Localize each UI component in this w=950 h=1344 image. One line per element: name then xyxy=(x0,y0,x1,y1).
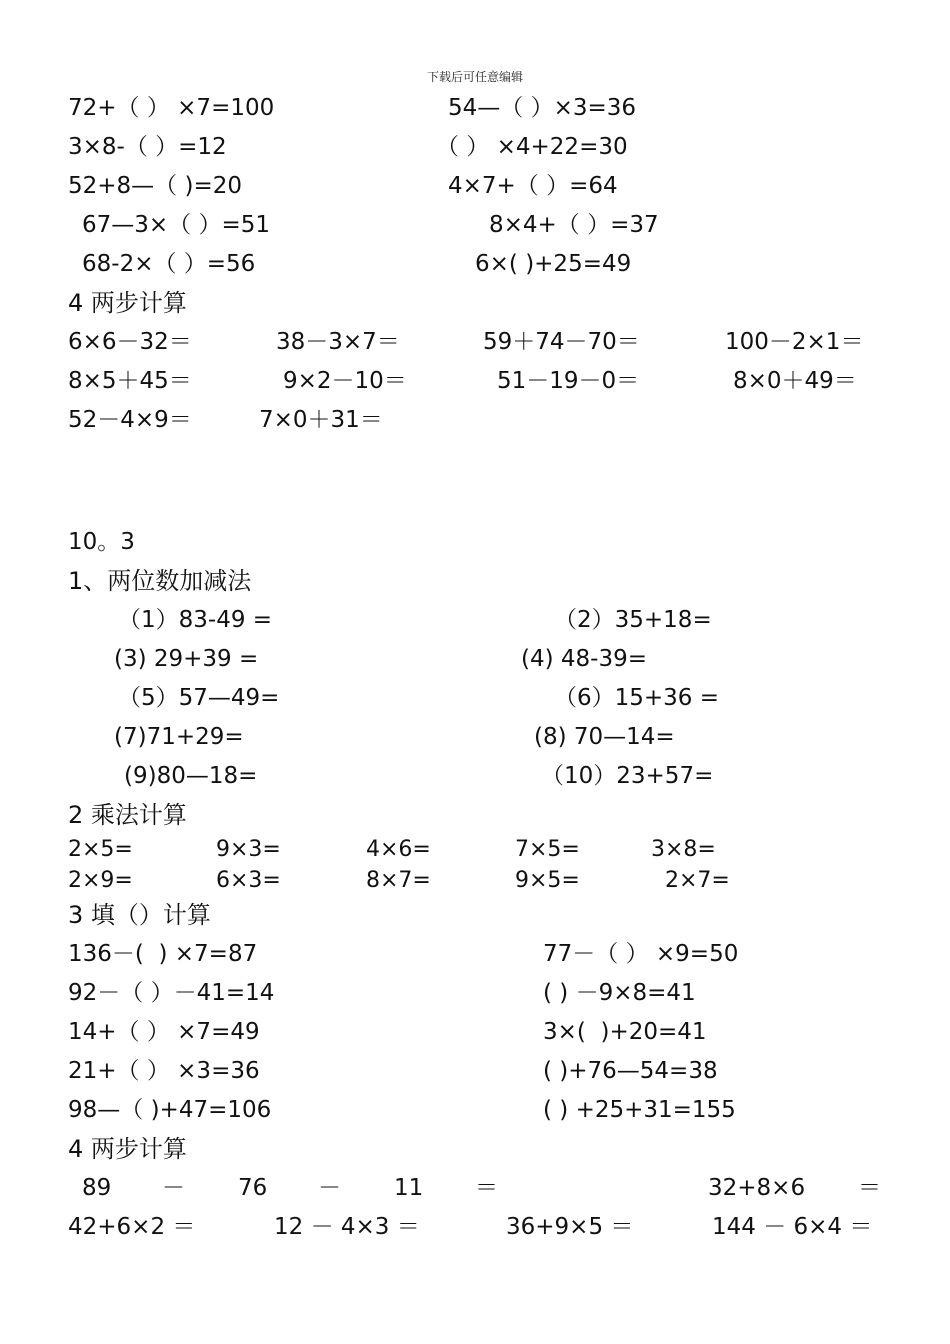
equation: 92－（ ）－41=14 xyxy=(68,980,275,1006)
equation: 7×0＋31＝ xyxy=(259,407,383,433)
equation: （6）15+36 = xyxy=(554,685,720,711)
equation: 7×5= xyxy=(515,837,580,862)
equation: 12 － 4×3 ＝ xyxy=(274,1214,420,1240)
equation-token: － xyxy=(162,1175,185,1201)
equation: 8×5＋45＝ xyxy=(68,368,192,394)
equation: 54—（ ）×3=36 xyxy=(448,95,637,121)
equation: 21+（ ） ×3=36 xyxy=(68,1058,260,1084)
equation: 38－3×7＝ xyxy=(276,329,400,355)
equation: (9)80—18= xyxy=(124,763,258,789)
equation: 36+9×5 ＝ xyxy=(506,1214,634,1240)
equation-token: ＝ xyxy=(475,1175,498,1201)
equation: 51－19－0＝ xyxy=(497,368,640,394)
equation: (8) 70—14= xyxy=(534,724,675,750)
equation: （2）35+18= xyxy=(554,607,712,633)
equation: 144 － 6×4 ＝ xyxy=(712,1214,873,1240)
equation: 52－4×9＝ xyxy=(68,407,192,433)
equation: 4×7+（ ）=64 xyxy=(448,173,618,199)
equation: (7)71+29= xyxy=(114,724,244,750)
equation: 8×7= xyxy=(366,868,431,893)
equation: 52+8—（ )=20 xyxy=(68,173,242,199)
equation-token: 76 xyxy=(238,1175,268,1201)
date-label: 10。3 xyxy=(68,529,135,555)
equation: 59＋74－70＝ xyxy=(483,329,640,355)
equation: 68-2×（ ）=56 xyxy=(82,251,256,277)
equation: 77－（ ） ×9=50 xyxy=(543,941,739,967)
equation: 6×( )+25=49 xyxy=(475,251,632,277)
equation: （1）83-49 = xyxy=(118,607,273,633)
equation-token: － xyxy=(318,1175,341,1201)
equation: 136－( ) ×7=87 xyxy=(68,941,258,967)
equation: 3×8-（ ）=12 xyxy=(68,134,227,160)
section-title: 1、两位数加减法 xyxy=(68,567,252,595)
equation: 2×9= xyxy=(68,868,133,893)
equation: 42+6×2 ＝ xyxy=(68,1214,196,1240)
section-title: 3 填（）计算 xyxy=(68,901,211,929)
section-title: 4 两步计算 xyxy=(68,1135,187,1163)
equation: 3×8= xyxy=(651,837,716,862)
equation: （10）23+57= xyxy=(541,763,714,789)
equation: 98—（ )+47=106 xyxy=(68,1097,272,1123)
equation: 9×3= xyxy=(216,837,281,862)
equation-token: 32+8×6 xyxy=(708,1175,806,1201)
equation: 6×3= xyxy=(216,868,281,893)
equation: 3×( )+20=41 xyxy=(543,1019,707,1045)
section-title: 2 乘法计算 xyxy=(68,801,187,829)
equation: 8×0＋49＝ xyxy=(733,368,857,394)
equation-token: 11 xyxy=(394,1175,424,1201)
equation: 72+（ ） ×7=100 xyxy=(68,95,275,121)
equation: 6×6－32＝ xyxy=(68,329,192,355)
equation: 67—3×（ ）=51 xyxy=(82,212,271,238)
equation: （5）57—49= xyxy=(118,685,280,711)
equation: 2×7= xyxy=(665,868,730,893)
equation: （ ） ×4+22=30 xyxy=(436,134,628,160)
equation: ( )+76—54=38 xyxy=(543,1058,718,1084)
equation: 14+（ ） ×7=49 xyxy=(68,1019,260,1045)
equation: 9×2－10＝ xyxy=(283,368,407,394)
equation: ( ) －9×8=41 xyxy=(543,980,696,1006)
page-header: 下载后可任意编辑 xyxy=(426,70,523,84)
equation: 8×4+（ ）=37 xyxy=(489,212,659,238)
equation: 2×5= xyxy=(68,837,133,862)
equation: (4) 48-39= xyxy=(521,646,647,672)
equation: 4×6= xyxy=(366,837,431,862)
equation-token: ＝ xyxy=(858,1175,881,1201)
equation: ( ) +25+31=155 xyxy=(543,1097,736,1123)
equation-token: 89 xyxy=(82,1175,112,1201)
equation: 9×5= xyxy=(515,868,580,893)
equation: (3) 29+39 = xyxy=(114,646,259,672)
equation: 100－2×1＝ xyxy=(725,329,864,355)
section-title: 4 两步计算 xyxy=(68,289,187,317)
